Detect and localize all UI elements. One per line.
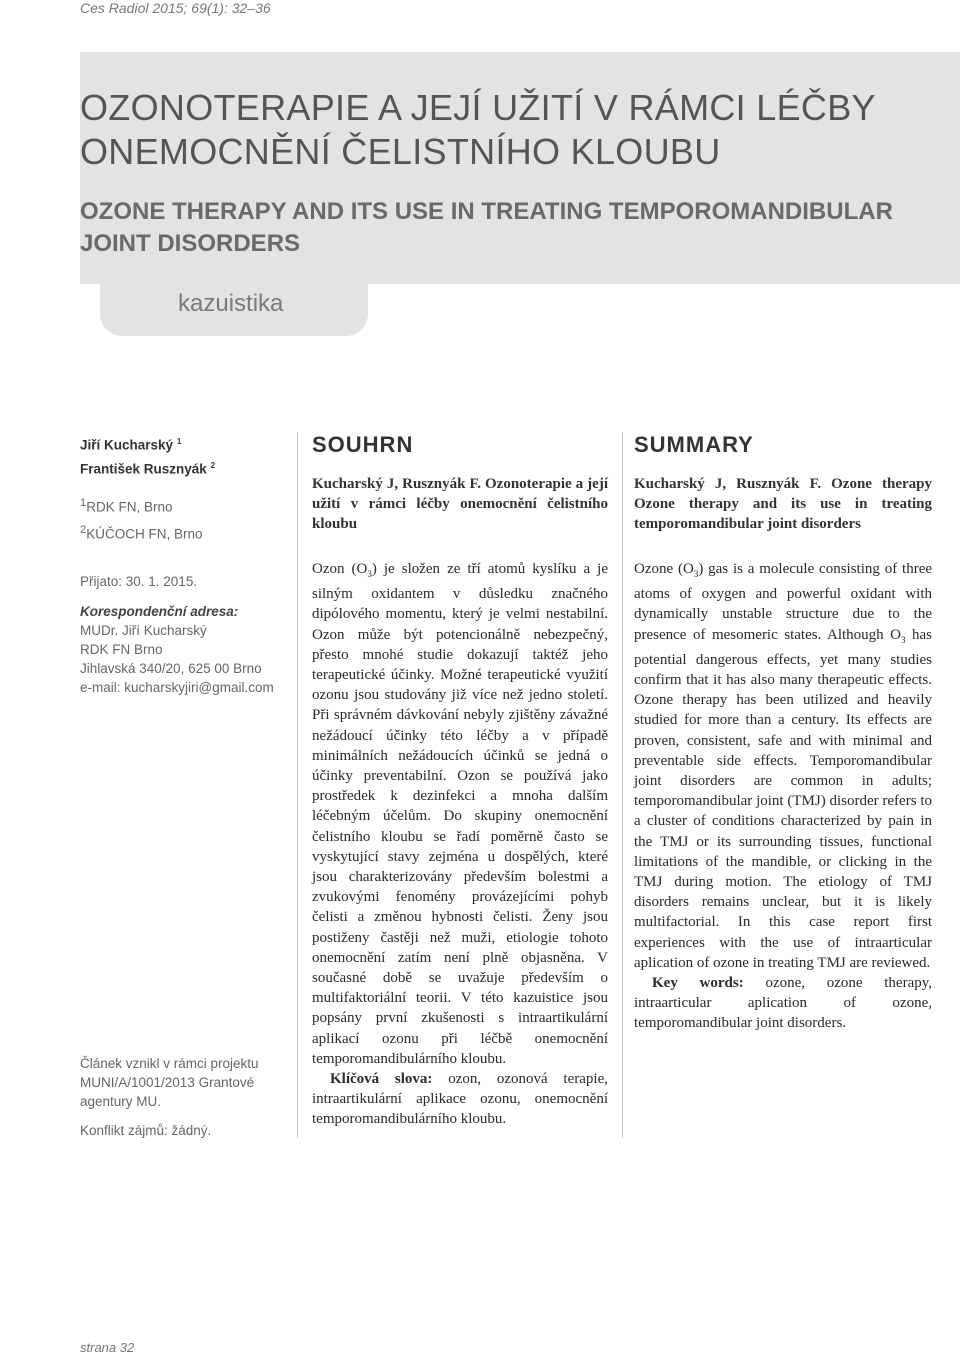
column-divider [622,432,623,1138]
author-list [80,432,280,479]
summary-column [634,432,932,1034]
souhrn-paragraph: Ozon $(O_3)$ je složen ze tří atomů kyslíku a je silným oxidantem v důsledku značného dipólového momentu, který je velmi nestabilní. Ozon může být potencionálně nebezpečný, přesto mnohé studie dokazují taktéž jeho terapeutické účinky. Možné terapeutické využití ozonu jsou studovány již více než jedno století. Při správném dávkování nebyly zjištěny závažné nežádoucí účinky této léčby a v případě minimálních nežádoucích účinků se jedná o účinky preventabilní. Ozon se používá jako prostředek k dezinfekci a mnoha dalším léčebným účelům. Do skupiny onemocnění čelistního kloubu se řadí poměrně často se vyskytující stavy zejména u dospělých, které jsou charakterizovány především bolestmi a zvukovými fenomény provázejícími pohyb čelisti a změnou hybnosti čelisti. Ženy jsou postiženy častěji než muži, etiologie tohoto onemocnění zatím není plně objasněna. V současné době se uvažuje především o multifaktoriální teorii. V této kazuistice jsou popsány první zkušenosti s intraartikulární aplikací ozonu při léčbě onemocnění temporomandibulárního kloubu. [312,561,609,1067]
article-type-label: kazuistika [178,290,284,317]
summary-paragraph: Ozone $(O_3)$ gas is a molecule consisting of three atoms of oxygen and powerful oxidant with dynamically unstable structure due to the presence of mesomeric states. Although $O_3$ has potential dangerous effects, yet many studies confirm that it has also many therapeutic effects. Ozone therapy has been utilized and heavily studied for more than a century. Its effects are proven, consistent, safe and with minimal and preventable side effects. Temporomandibular joint disorders are common in adults; temporomandibular joint (TMJ) disorder refers to a cluster of conditions characterized by pain in the TMJ or its surrounding tissues, functional limitations of the mandible, or clicking in the TMJ during motion. The etiology of TMJ disorders remains unclear, but it is likely multifactorial. In this case report first experiences with the use of intraarticular aplication of ozone in treating TMJ are reviewed. [634,561,933,971]
correspondence-block [80,572,290,697]
summary-keywords: Key words: ozone, ozone therapy, intraarticular aplication of ozone, temporomandibular joint disorders. [634,975,933,1032]
conflict-statement: Konflikt zájmů: žádný. [80,1123,212,1138]
souhrn-body [312,559,608,1130]
correspondence-email: e-mail: kucharskyjiri@gmail.com [80,680,274,695]
affiliation-list [80,492,280,545]
correspondence-line: RDK FN Brno [80,642,163,657]
page-number: strana 32 [80,1340,135,1355]
correspondence-label: Korespondenční adresa: [80,604,239,619]
summary-heading: SUMMARY [634,432,754,457]
souhrn-column [312,432,608,1130]
article-title-english: OZONE THERAPY AND ITS USE IN TREATING TEMPOROMANDIBULAR JOINT DISORDERS [80,198,893,257]
author-item: František Rusznyák $^2$ [80,460,216,476]
correspondence-line: MUDr. Jiří Kucharský [80,623,207,638]
affiliation-item: $^1$RDK FN, Brno [80,497,173,515]
author-item: Jiří Kucharský $^1$ [80,437,182,453]
article-type-tab [100,276,368,336]
souhrn-keywords: Klíčová slova: ozon, ozonová terapie, intraartikulární aplikace ozonu, onemocnění temporomandibulárního kloubu. [312,1071,608,1128]
souhrn-heading: SOUHRN [312,432,414,457]
correspondence-line: Jihlavská 340/20, 625 00 Brno [80,661,262,676]
journal-reference: Ces Radiol 2015; 69(1): 32–36 [80,0,271,16]
project-note: Článek vznikl v rámci projektu MUNI/A/1001/2013 Grantové agentury MU. [80,1056,259,1109]
column-divider [297,432,298,1138]
received-date: Přijato: 30. 1. 2015. [80,574,198,589]
souhrn-citation: Kucharský J, Rusznyák F. Ozonoterapie a její užití v rámci léčby onemocnění čelistního kloubu [312,476,608,532]
summary-body [634,559,932,1034]
affiliation-item: $^2$KÚČOCH FN, Brno [80,523,203,541]
summary-citation: Kucharský J, Rusznyák F. Ozone therapy Ozone therapy and its use in treating temporomandibular joint disorders [634,476,932,532]
article-title-czech: OZONOTERAPIE A JEJÍ UŽITÍ V RÁMCI LÉČBY ONEMOCNĚNÍ ČELISTNÍHO KLOUBU [80,87,876,172]
